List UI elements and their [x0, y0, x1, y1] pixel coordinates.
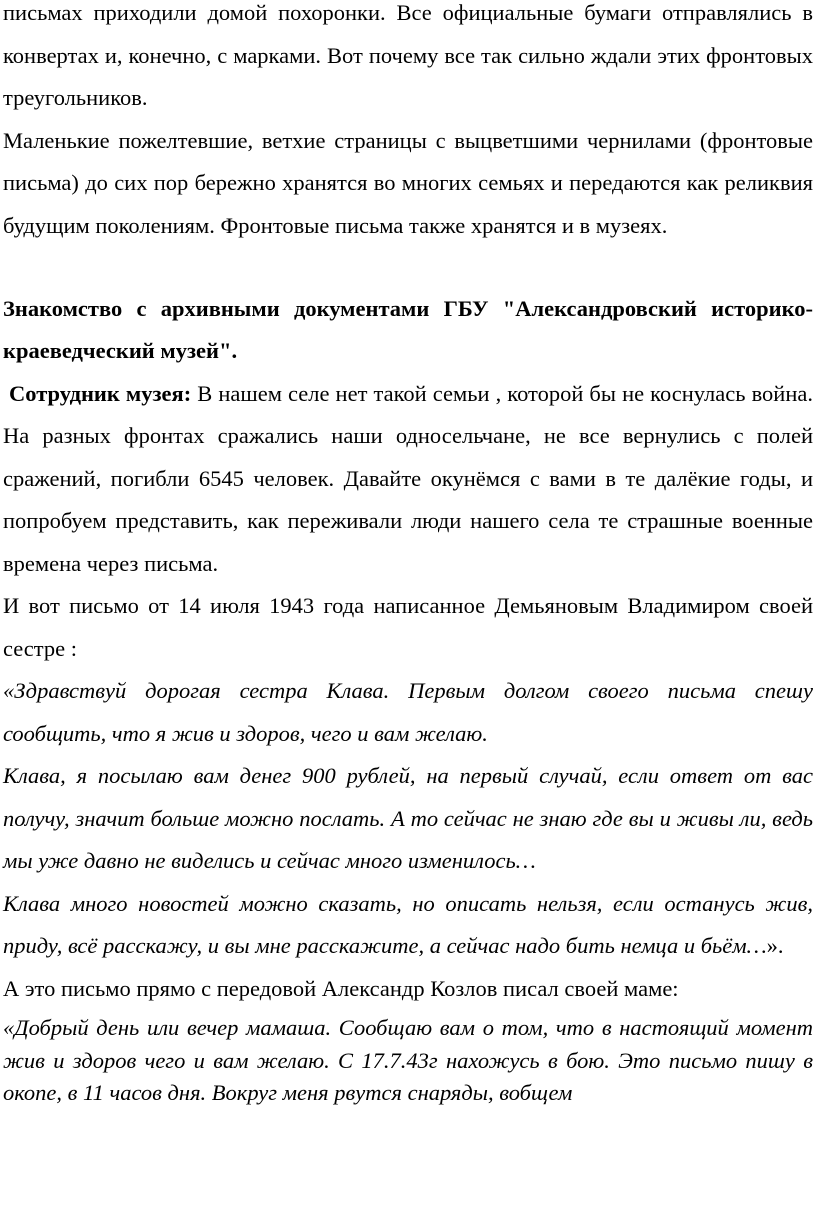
- paragraph-letters-intro: письмах приходили домой похоронки. Все официальные бумаги отправлялись в конвертах и, конечно, с марками. Вот почему все так сильно ждали этих фронтовых треугольников.: [3, 0, 813, 110]
- letter-one-money: Клава, я посылаю вам денег 900 рублей, на первый случай, если ответ от вас получу, значит больше можно послать. А то сейчас не знаю где вы и живы ли, ведь мы уже давно не виделись и сейчас много изменилось…: [3, 763, 813, 873]
- paragraph-second-letter-intro: А это письмо прямо с передовой Александр Козлов писал своей маме:: [3, 975, 679, 1001]
- letter-one-news-text: Клава много новостей можно сказать, но описать нельзя, если останусь жив, приду, всё расскажу, и вы мне расскажите, а сейчас надо бить немца и бьём…: [3, 890, 813, 958]
- letter-two-text: «Добрый день или вечер мамаша. Сообщаю вам о том, что в настоящий момент жив и здоров чего и вам желаю. С 17.7.43г нахожусь в бою. Это письмо пишу в окопе, в 11 часов дня. Вокруг меня рвутся снаряды, вобщем: [3, 1015, 813, 1105]
- section-heading: Знакомство с архивными документами ГБУ "Александровский историко-краеведческий музей".: [3, 295, 813, 363]
- paragraph-front-letters: Маленькие пожелтевшие, ветхие страницы с выцветшими чернилами (фронтовые письма) до сих пор бережно хранятся во многих семьях и передаются как реликвия будущим поколениям. Фронтовые письма также хранятся и в музеях.: [3, 127, 813, 238]
- paragraph-letter-intro: И вот письмо от 14 июля 1943 года написанное Демьяновым Владимиром своей сестре :: [3, 593, 813, 661]
- speaker-label: Сотрудник музея:: [9, 380, 192, 406]
- speaker-text: В нашем селе нет такой семьи , которой бы не коснулась война. На разных фронтах сражались наши односельчане, не все вернулись с полей сражений, погибли 6545 человек. Давайте окунёмся с вами в те далёкие годы, и попробуем представить, как переживали люди нашего села те страшные военные времена через письма.: [3, 380, 814, 576]
- letter-one-news: [3, 883, 813, 968]
- blank-line: [3, 247, 813, 290]
- letter-one-greeting: «Здравствуй дорогая сестра Клава. Первым долгом своего письма спешу сообщить, что я жив и здоров, чего и вам желаю.: [3, 678, 813, 746]
- paragraph-museum-staff: [3, 373, 813, 586]
- letter-one-close-quote: ».: [766, 933, 784, 958]
